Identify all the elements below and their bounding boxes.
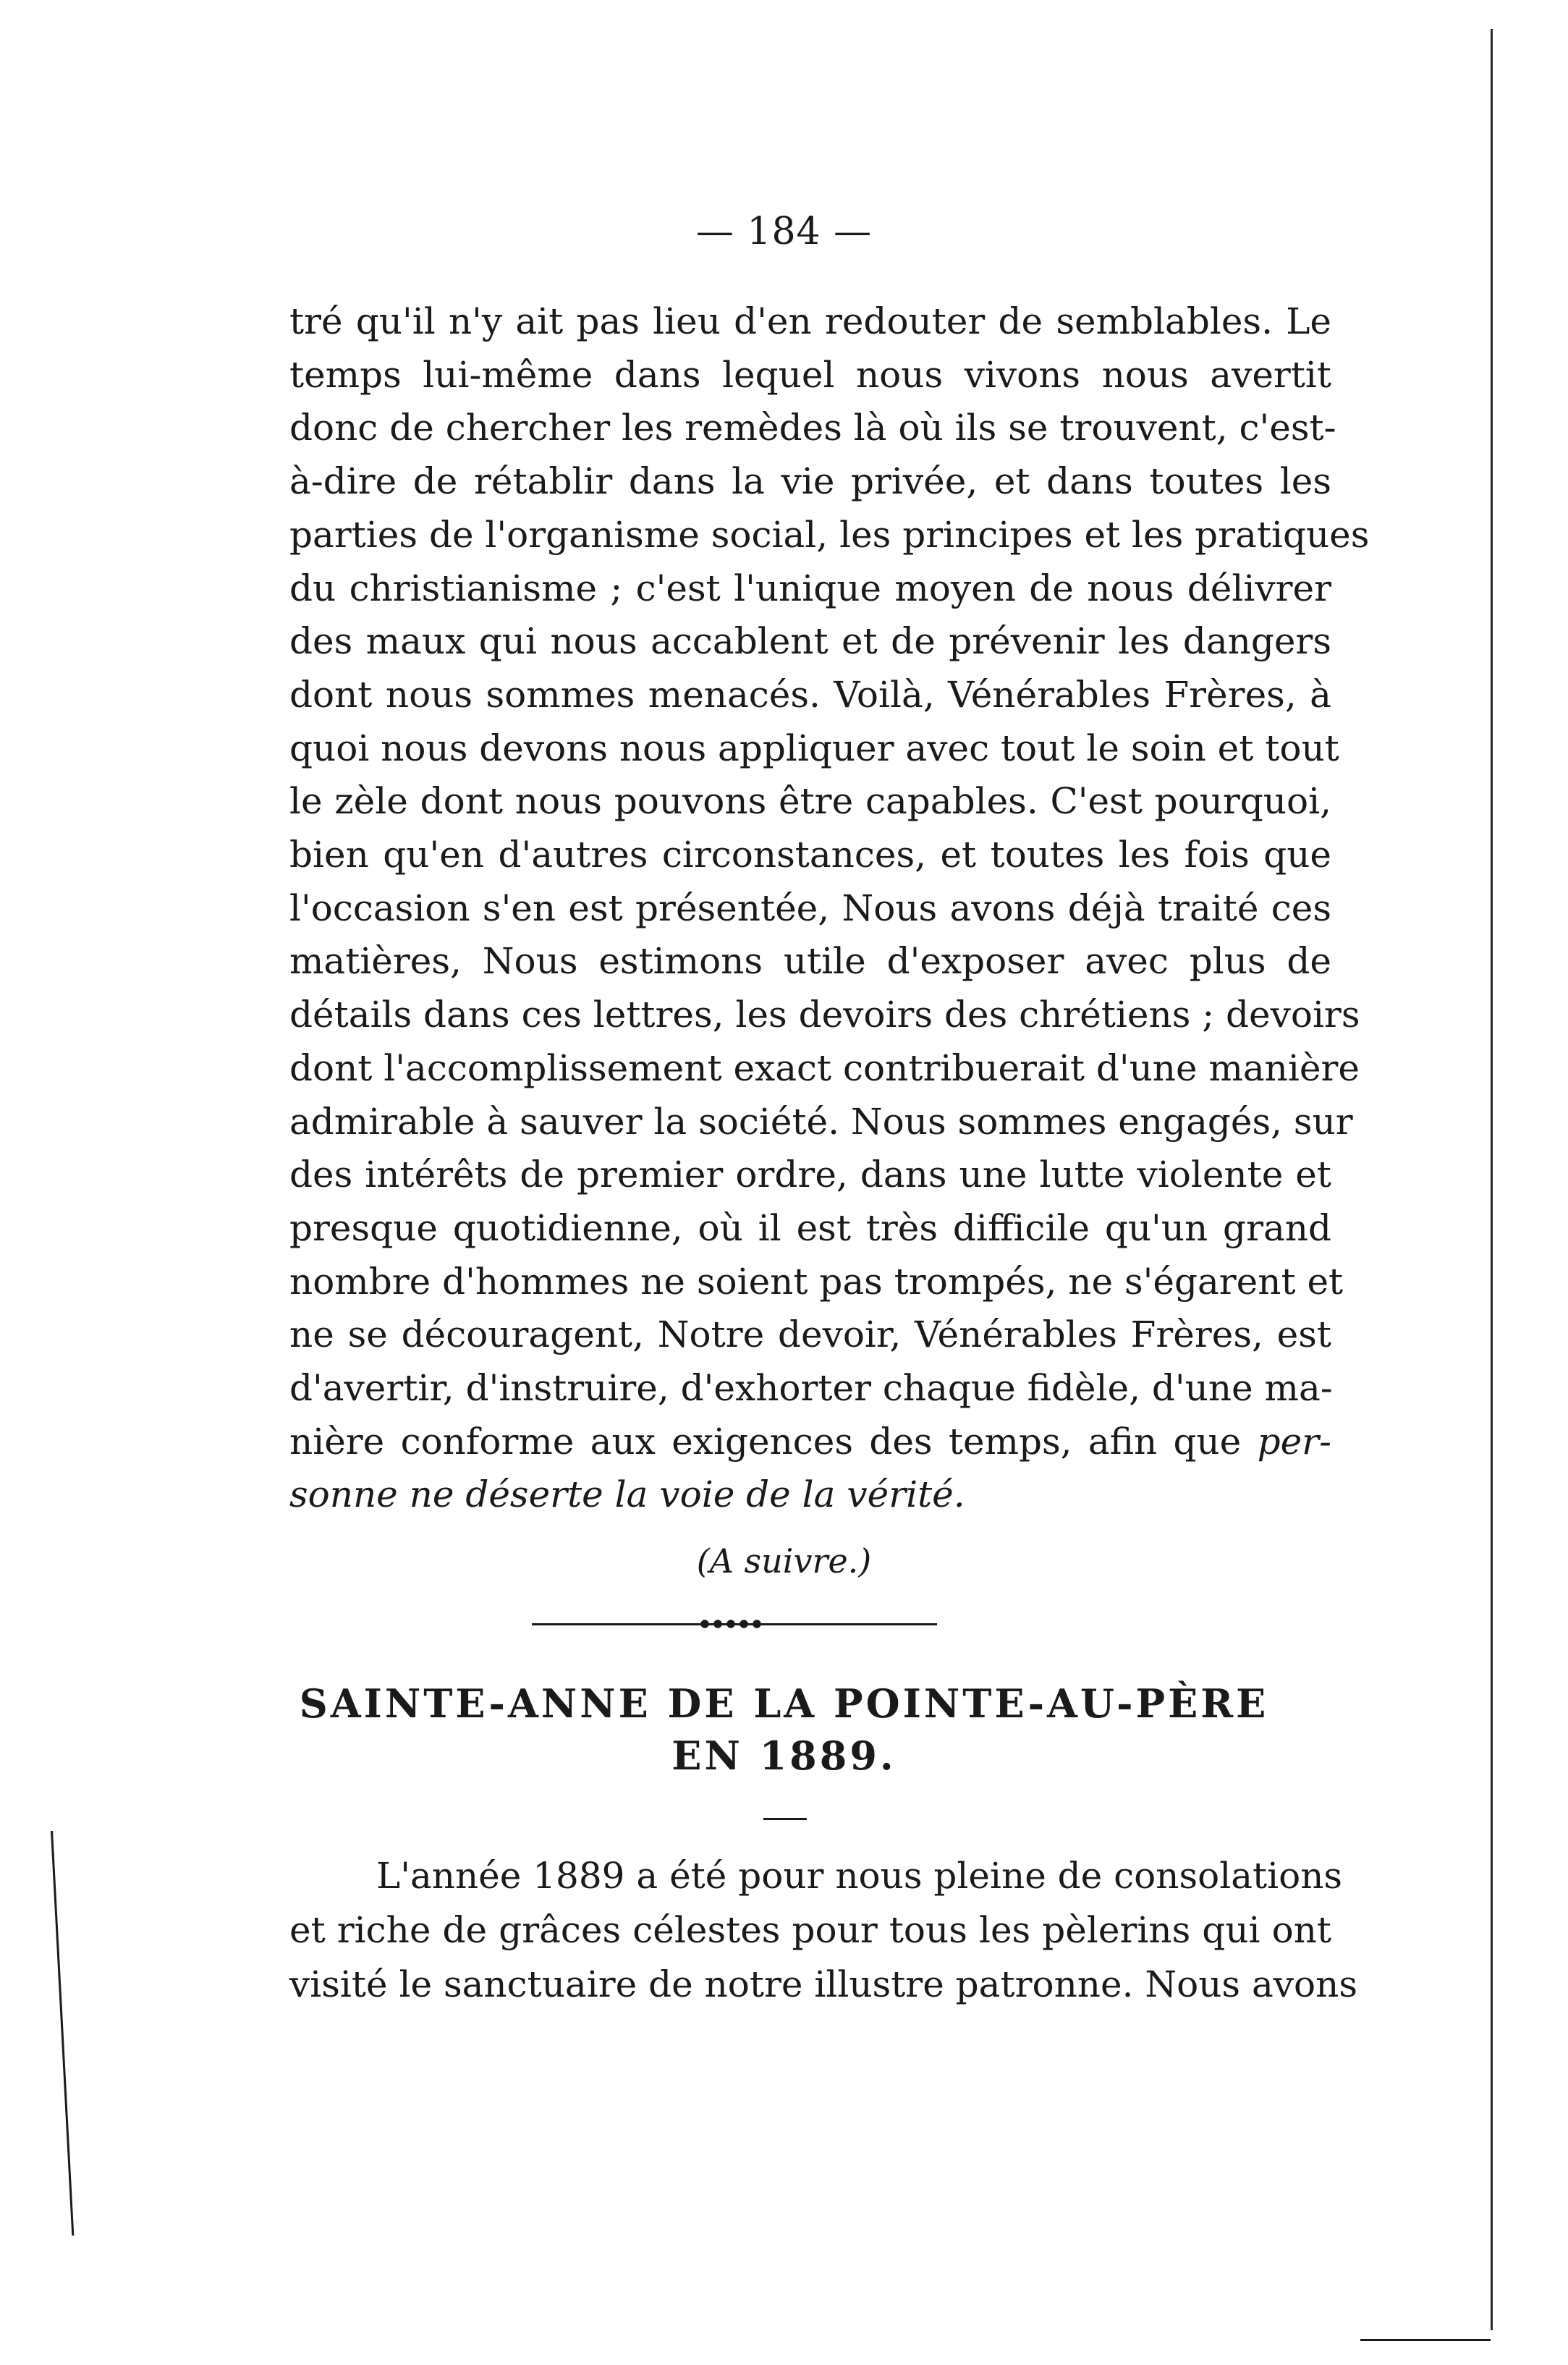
text-line: du christianisme ; c'est l'unique moyen de nous délivrer xyxy=(289,567,1331,609)
text-line: quoi nous devons nous appliquer avec tout le soin et tout xyxy=(289,727,1339,769)
text-line: l'occasion s'en est présentée, Nous avons déjà traité ces xyxy=(289,887,1331,929)
text-line: tré qu'il n'y ait pas lieu d'en redouter de semblables. Le xyxy=(289,300,1331,342)
text-line: presque quotidienne, où il est très difficile qu'un grand xyxy=(289,1206,1331,1249)
bottom-edge-mark xyxy=(1360,2339,1491,2341)
text-line: matières, Nous estimons utile d'exposer avec plus de xyxy=(289,940,1331,983)
section-title-line-2: EN 1889. xyxy=(671,1732,897,1779)
divider-ornament xyxy=(698,1618,763,1630)
text-line: des maux qui nous accablent et de prévenir les dangers xyxy=(289,620,1331,663)
text-line: dont nous sommes menacés. Voilà, Vénérables Frères, à xyxy=(289,673,1331,716)
text-line: temps lui-même dans lequel nous vivons nous avertit xyxy=(289,353,1331,396)
text-segment: nière conforme aux exigences des temps, afin que xyxy=(289,1420,1242,1463)
text-line-with-italic-tail xyxy=(289,1416,1331,1469)
left-edge-mark xyxy=(51,1831,74,2235)
paragraph-1 xyxy=(289,295,1370,1522)
section-title xyxy=(0,1678,1568,1782)
text-line: le zèle dont nous pouvons être capables. C'est pourquoi, xyxy=(289,780,1331,823)
text-line: admirable à sauver la société. Nous sommes engagés, sur xyxy=(289,1100,1353,1143)
text-line: ne se découragent, Notre devoir, Vénérables Frères, est xyxy=(289,1313,1331,1356)
section-title-line-1: SAINTE-ANNE DE LA POINTE-AU-PÈRE xyxy=(299,1680,1269,1727)
text-line: donc de chercher les remèdes là où ils se trouvent, c'est- xyxy=(289,407,1336,449)
text-line: parties de l'organisme social, les principes et les pratiques xyxy=(289,513,1370,556)
text-line: L'année 1889 a été pour nous pleine de consolations xyxy=(376,1855,1343,1897)
paragraph-2 xyxy=(289,1849,1358,2012)
ornamental-divider xyxy=(532,1623,937,1625)
text-line: et riche de grâces célestes pour tous les pèlerins qui ont xyxy=(289,1909,1331,1951)
to-be-continued-note: (A suivre.) xyxy=(696,1541,872,1581)
text-line: d'avertir, d'instruire, d'exhorter chaque fidèle, d'une ma- xyxy=(289,1367,1333,1410)
text-line: bien qu'en d'autres circonstances, et toutes les fois que xyxy=(289,834,1331,876)
italic-text-line: sonne ne déserte la voie de la vérité. xyxy=(289,1473,965,1516)
text-line: nombre d'hommes ne soient pas trompés, ne s'égarent et xyxy=(289,1260,1344,1303)
page-number: — 184 — xyxy=(695,210,873,253)
italic-segment: per- xyxy=(1257,1420,1331,1463)
text-line: à-dire de rétablir dans la vie privée, et dans toutes les xyxy=(289,460,1331,503)
text-line: détails dans ces lettres, les devoirs des chrétiens ; devoirs xyxy=(289,994,1360,1036)
short-divider xyxy=(763,1818,807,1820)
right-edge-mark xyxy=(1491,29,1493,2330)
text-line: dont l'accomplissement exact contribuerait d'une manière xyxy=(289,1046,1360,1089)
text-line: des intérêts de premier ordre, dans une lutte violente et xyxy=(289,1154,1331,1196)
text-line: visité le sanctuaire de notre illustre patronne. Nous avons xyxy=(289,1963,1358,2005)
